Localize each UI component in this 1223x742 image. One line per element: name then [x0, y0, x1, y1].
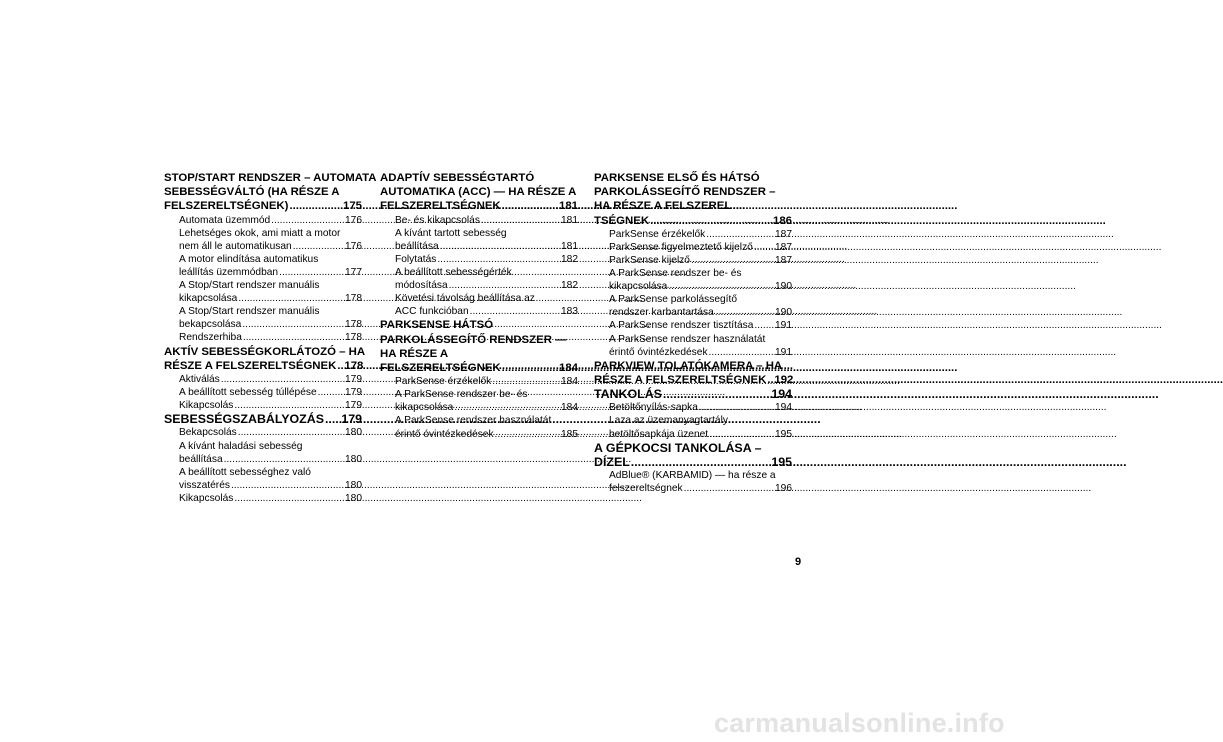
toc-entry[interactable] — [164, 214, 362, 227]
dot-leader — [279, 266, 344, 279]
toc-entry[interactable] — [164, 305, 362, 331]
toc-entry-title: A beállított sebesség túllépése — [179, 387, 317, 399]
dot-leader — [502, 199, 558, 213]
toc-entry[interactable] — [164, 492, 362, 505]
toc-heading[interactable] — [594, 359, 792, 387]
toc-entry-line: A ParkSense rendszer használatát — [395, 415, 552, 427]
toc-entry-title: felszereltségnek — [609, 483, 683, 495]
toc-page-number: 178 — [345, 319, 362, 331]
toc-entry-title: ParkSense kijelző — [609, 255, 690, 266]
toc-entry[interactable] — [164, 279, 362, 305]
dot-leader — [325, 412, 340, 426]
toc-heading[interactable] — [594, 387, 792, 401]
toc-page-number: 183 — [561, 306, 578, 318]
toc-entry-title: módosítása — [395, 280, 448, 292]
dot-leader — [706, 228, 774, 241]
toc-entry-line: ADAPTÍV SEBESSÉGTARTÓ — [380, 172, 535, 184]
dot-leader — [691, 254, 774, 267]
dot-leader — [221, 373, 344, 386]
toc-entry-title: FELSZERELTSÉGNEK) — [164, 200, 289, 213]
dot-leader — [437, 253, 560, 266]
toc-entry[interactable] — [164, 399, 362, 412]
toc-entry-line: A ParkSense rendszer használatát — [609, 333, 766, 345]
dot-leader — [709, 346, 774, 359]
toc-page-number: 187 — [775, 255, 792, 266]
dot-leader — [668, 280, 774, 293]
toc-entry-line: A ParkSense rendszer be- és — [395, 389, 528, 401]
toc-page-number: 190 — [775, 307, 792, 319]
toc-entry-title: ACC funkcióban — [395, 306, 469, 318]
toc-page-number: 176 — [345, 214, 362, 226]
toc-entry-title: TANKOLÁS — [594, 387, 662, 402]
dot-leader — [242, 318, 344, 331]
toc-entry-title: DÍZEL — [594, 454, 630, 469]
toc-entry-line: A ParkSense rendszer be- és — [609, 268, 742, 280]
toc-entry-title: FELSZERELTSÉGNEK — [380, 200, 501, 213]
toc-column-3 — [594, 171, 792, 495]
toc-entry[interactable] — [594, 469, 792, 495]
toc-entry-title: kikapcsolása — [395, 402, 454, 414]
toc-page-number: 182 — [561, 253, 578, 265]
toc-page-number: 181 — [561, 240, 578, 252]
dot-leader — [449, 279, 560, 292]
dot-leader — [754, 241, 774, 254]
toc-entry-line: A kívánt tartott sebesség — [395, 227, 507, 239]
toc-page-number: 179 — [345, 400, 362, 412]
dot-leader — [650, 214, 772, 228]
toc-page-number: 176 — [345, 240, 362, 252]
toc-entry-line: PARKOLÁSSEGÍTŐ RENDSZER – — [594, 186, 776, 199]
toc-page-number: 180 — [345, 492, 362, 504]
dot-leader — [754, 319, 774, 332]
toc-entry-line: AdBlue® (KARBAMID) — ha része a — [609, 470, 776, 482]
toc-page-number: 184 — [561, 402, 578, 414]
toc-page-number: 181 — [558, 200, 578, 213]
toc-entry[interactable] — [380, 227, 578, 253]
toc-entry-line: A GÉPKOCSI TANKOLÁSA – — [594, 440, 762, 455]
toc-entry[interactable] — [164, 373, 362, 386]
toc-heading[interactable] — [164, 345, 366, 373]
toc-entry-title: ParkSense érzékelők — [395, 376, 492, 388]
toc-page-number: 178 — [345, 293, 362, 305]
toc-entry-title: érintő óvintézkedések — [395, 428, 494, 440]
toc-entry-title: ParkSense érzékelők — [609, 228, 706, 240]
toc-page-number: 190 — [775, 281, 792, 293]
toc-page-number: 187 — [775, 241, 792, 253]
dot-leader — [271, 214, 344, 227]
dot-leader — [289, 199, 342, 213]
toc-entry-line: Követési távolság beállítása az — [395, 293, 535, 305]
toc-entry[interactable] — [594, 228, 792, 241]
dot-leader — [663, 387, 770, 401]
toc-page-number: 185 — [561, 428, 578, 440]
toc-entry[interactable] — [380, 414, 578, 440]
toc-entry-line: PARKSENSE ELSŐ ÉS HÁTSÓ — [594, 172, 760, 184]
dot-leader — [238, 426, 344, 439]
toc-entry-title: Bekapcsolás — [179, 427, 237, 439]
toc-heading[interactable] — [164, 412, 362, 426]
toc-page-number: 179 — [341, 412, 362, 427]
dot-leader — [715, 306, 774, 319]
toc-entry[interactable] — [380, 214, 578, 227]
dot-leader — [495, 428, 560, 441]
toc-entry[interactable] — [380, 375, 578, 388]
toc-entry-title: kikapcsolása — [609, 281, 668, 293]
toc-page-number: 177 — [345, 266, 362, 278]
toc-entry-title: betöltősapkája üzenet — [609, 428, 709, 440]
toc-heading[interactable] — [594, 441, 792, 469]
dot-leader — [440, 240, 560, 253]
toc-page-number: 178 — [345, 332, 362, 344]
dot-leader — [481, 214, 560, 227]
dot-leader — [454, 401, 560, 414]
toc-entry-title: Aktiválás — [179, 373, 220, 385]
toc-entry-line: A ParkSense parkolássegítő — [609, 294, 737, 306]
toc-entry-line: A motor elindítása automatikus — [179, 253, 319, 265]
toc-entry-line: A beállított sebességérték — [395, 266, 512, 278]
toc-entry-title: visszatérés — [179, 479, 230, 491]
toc-entry-title: FELSZERELTSÉGNEK — [380, 361, 501, 374]
toc-entry-title: nem áll le automatikusan — [179, 240, 292, 252]
toc-entry-title: beállítása — [179, 453, 223, 465]
toc-page-number: 195 — [775, 428, 792, 440]
watermark: carmanualsonline.info — [714, 708, 1005, 738]
toc-entry-title: kikapcsolása — [179, 293, 238, 305]
toc-entry[interactable] — [380, 292, 578, 318]
toc-page-number: 178 — [344, 359, 364, 372]
toc-entry-title: Folytatás — [395, 253, 437, 265]
toc-entry-title: Rendszerhiba — [179, 332, 242, 344]
toc-page-number: 186 — [772, 214, 792, 227]
dot-leader — [234, 399, 344, 412]
toc-entry-title: TSÉGNEK — [594, 214, 650, 227]
toc-entry-line: SEBESSÉGVÁLTÓ (HA RÉSZE A — [164, 186, 340, 199]
toc-page-number: 184 — [561, 376, 578, 388]
dot-leader — [470, 305, 560, 318]
toc-entry-line: A beállított sebességhez való — [179, 466, 311, 478]
toc-entry-title: RÉSZE A FELSZERELTSÉGNEK — [164, 359, 337, 372]
toc-entry[interactable] — [594, 333, 792, 359]
toc-heading[interactable] — [594, 171, 792, 228]
dot-leader — [709, 428, 774, 441]
toc-entry[interactable] — [594, 414, 792, 440]
dot-leader — [318, 386, 344, 399]
dot-leader — [293, 240, 344, 253]
toc-page-number: 179 — [345, 387, 362, 399]
toc-entry-title: bekapcsolása — [179, 319, 242, 331]
dot-leader — [684, 482, 774, 495]
toc-entry-line: PARKVIEW TOLATÓKAMERA – HA — [594, 359, 783, 372]
toc-entry[interactable] — [594, 254, 792, 267]
dot-leader — [699, 401, 774, 414]
toc-page-number: 187 — [775, 228, 792, 240]
toc-page-number: 196 — [775, 483, 792, 495]
dot-leader — [224, 453, 344, 466]
toc-entry[interactable] — [164, 466, 362, 492]
toc-page-number: 195 — [771, 454, 792, 469]
dot-leader — [337, 359, 343, 373]
toc-entry-line: A Stop/Start rendszer manuális — [179, 306, 320, 318]
toc-entry-line: STOP/START RENDSZER – AUTOMATA — [164, 172, 377, 184]
toc-column-2 — [380, 171, 578, 441]
dot-leader — [234, 492, 344, 505]
toc-entry-line: AKTÍV SEBESSÉGKORLÁTOZÓ – HA — [164, 345, 366, 358]
toc-page-number: 191 — [775, 320, 792, 332]
toc-entry[interactable] — [594, 267, 792, 293]
toc-page-number: 175 — [342, 200, 362, 213]
toc-entry-line: HA RÉSZE A — [380, 347, 449, 360]
toc-entry[interactable] — [164, 386, 362, 399]
toc-entry-title: SEBESSÉGSZABÁLYOZÁS — [164, 412, 324, 427]
toc-page-number: 192 — [774, 373, 794, 386]
toc-entry-title: A ParkSense rendszer tisztítása — [609, 320, 754, 332]
toc-entry-title: Automata üzemmód — [179, 214, 271, 226]
toc-entry-line: PARKOLÁSSEGÍTŐ RENDSZER — — [380, 333, 567, 346]
toc-entry-title: rendszer karbantartása — [609, 307, 714, 319]
dot-leader — [243, 331, 344, 344]
toc-entry-title: leállítás üzemmódban — [179, 266, 279, 278]
toc-entry[interactable] — [594, 319, 792, 332]
toc-entry-title: beállítása — [395, 240, 439, 252]
toc-page-number: 191 — [775, 346, 792, 358]
toc-entry-line: A kívánt haladási sebesség — [179, 440, 303, 452]
toc-entry[interactable] — [164, 426, 362, 439]
toc-entry-line: PARKSENSE HÁTSÓ — [380, 319, 494, 332]
toc-entry-title: ParkSense figyelmeztető kijelző — [609, 241, 753, 253]
toc-entry[interactable] — [380, 266, 578, 292]
toc-entry-line: AUTOMATIKA (ACC) — HA RÉSZE A — [380, 186, 577, 199]
toc-page-number: 194 — [771, 387, 792, 402]
toc-entry[interactable] — [380, 253, 578, 266]
toc-entry-line: Lehetséges okok, ami miatt a motor — [179, 227, 341, 239]
toc-entry-title: Kikapcsolás — [179, 492, 234, 504]
toc-entry[interactable] — [164, 440, 362, 466]
toc-entry-title: Kikapcsolás — [179, 400, 234, 412]
dot-leader — [767, 373, 773, 387]
toc-entry-line: A Stop/Start rendszer manuális — [179, 280, 320, 292]
toc-column-1 — [164, 171, 377, 505]
toc-page-number: 179 — [345, 373, 362, 385]
toc-entry[interactable] — [594, 241, 792, 254]
dot-leader — [238, 292, 344, 305]
toc-heading[interactable] — [380, 318, 578, 375]
toc-heading[interactable] — [164, 171, 377, 214]
toc-entry[interactable] — [594, 293, 792, 319]
toc-entry[interactable] — [164, 227, 362, 253]
toc-page-number: 180 — [345, 427, 362, 439]
dot-leader — [231, 479, 344, 492]
toc-entry-title: érintő óvintézkedések — [609, 346, 708, 358]
toc-entry-line: HA RÉSZE A FELSZEREL — [594, 200, 732, 213]
toc-entry[interactable] — [164, 253, 362, 279]
toc-page-number: 182 — [561, 280, 578, 292]
page-number: 9 — [795, 556, 802, 568]
toc-entry[interactable] — [594, 401, 792, 414]
toc-page-number: 194 — [775, 402, 792, 414]
toc-entry[interactable] — [164, 331, 362, 344]
toc-page-number: 184 — [558, 361, 578, 374]
dot-leader — [492, 375, 560, 388]
toc-entry[interactable] — [380, 388, 578, 414]
dot-leader — [631, 455, 771, 469]
toc-heading[interactable] — [380, 171, 578, 214]
toc-entry-title: Be- és kikapcsolás — [395, 214, 480, 226]
toc-page-number: 180 — [345, 479, 362, 491]
dot-leader — [502, 361, 558, 375]
toc-entry-line: Laza az üzemanyagtartály — [609, 415, 728, 427]
toc-page-number: 180 — [345, 453, 362, 465]
toc-entry-title: RÉSZE A FELSZERELTSÉGNEK — [594, 373, 767, 386]
toc-entry-title: Betöltőnyílás-sapka — [609, 402, 698, 414]
toc-page-number: 181 — [561, 214, 578, 226]
